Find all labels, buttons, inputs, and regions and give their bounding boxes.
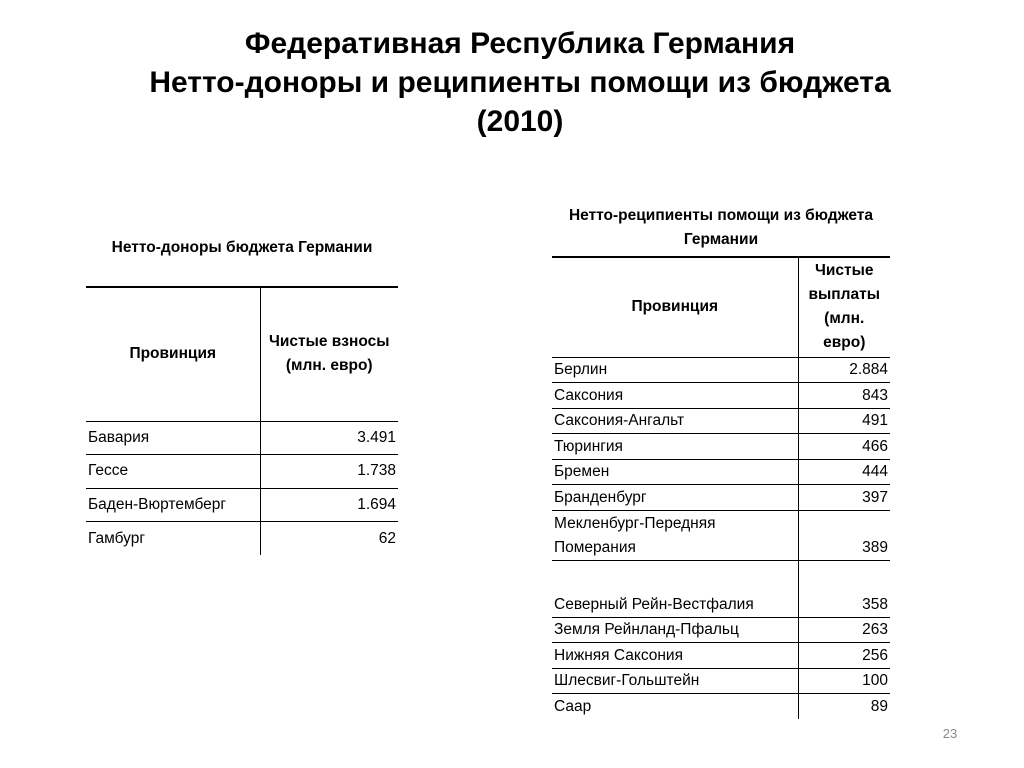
recipients-header-value: Чистые выплаты (млн. евро) [808, 262, 880, 352]
province-value: 389 [798, 511, 890, 561]
province-value: 3.491 [260, 421, 398, 455]
spacer-cell [552, 561, 798, 593]
province-name: Бремен [552, 459, 798, 485]
table-row [552, 459, 890, 485]
province-value: 1.694 [260, 488, 398, 522]
recipients-header-row [552, 257, 890, 357]
table-row [552, 408, 890, 434]
table-row [552, 434, 890, 460]
province-name: Бавария [86, 421, 260, 455]
province-name: Саар [552, 694, 798, 720]
table-row [552, 357, 890, 383]
table-spacer-row [552, 561, 890, 593]
table-row [86, 455, 398, 489]
province-value: 256 [798, 643, 890, 669]
table-row [552, 485, 890, 511]
table-row [552, 383, 890, 409]
table-row [552, 694, 890, 720]
table-row [552, 668, 890, 694]
page-number: 23 [942, 726, 958, 741]
province-name: Гамбург [86, 522, 260, 556]
province-value: 843 [798, 383, 890, 409]
table-row [552, 617, 890, 643]
spacer-cell [798, 561, 890, 593]
province-value: 491 [798, 408, 890, 434]
title-line-1: Федеративная Республика Германия [244, 27, 796, 60]
title-line-3: (2010) [476, 105, 564, 138]
title-line-2: Нетто-доноры и реципиенты помощи из бюджета [149, 66, 891, 99]
province-name: Нижняя Саксония [552, 643, 798, 669]
province-value: 2.884 [798, 357, 890, 383]
province-value: 397 [798, 485, 890, 511]
donors-header-value: Чистые взносы (млн. евро) [268, 333, 390, 375]
table-row [86, 522, 398, 556]
province-name: Северный Рейн-Вестфалия [552, 593, 798, 618]
province-value: 89 [870, 698, 888, 716]
province-value: 263 [798, 617, 890, 643]
table-row [552, 643, 890, 669]
donors-table-caption: Нетто-доноры бюджета Германии [111, 239, 373, 256]
province-name: Гессе [86, 455, 260, 489]
province-name: Тюрингия [552, 434, 798, 460]
table-row [86, 488, 398, 522]
province-name: Баден-Вюртемберг [86, 488, 260, 522]
recipients-table-caption: Нетто-реципиенты помощи из бюджета Германии [568, 207, 874, 248]
province-value: 466 [798, 434, 890, 460]
table-row [552, 593, 890, 618]
table-row [86, 421, 398, 455]
province-name: Берлин [552, 357, 798, 383]
province-value: 62 [378, 529, 396, 547]
table-row [552, 511, 890, 561]
province-value: 100 [798, 668, 890, 694]
recipients-header-province: Провинция [552, 257, 798, 357]
province-value: 1.738 [260, 455, 398, 489]
province-name: Саксония [552, 383, 798, 409]
province-name: Земля Рейнланд-Пфальц [552, 617, 798, 643]
slide-title [60, 24, 980, 141]
donors-table [86, 286, 398, 555]
donors-header-province: Провинция [86, 287, 260, 421]
province-value: 358 [798, 593, 890, 618]
province-value: 444 [798, 459, 890, 485]
recipients-table [552, 256, 890, 719]
province-name: Бранденбург [552, 485, 798, 511]
donors-header-row [86, 287, 398, 421]
province-name: Саксония-Ангальт [552, 408, 798, 434]
province-name: Шлесвиг-Гольштейн [552, 668, 798, 694]
province-name: Мекленбург-Передняя Померания [552, 511, 798, 561]
